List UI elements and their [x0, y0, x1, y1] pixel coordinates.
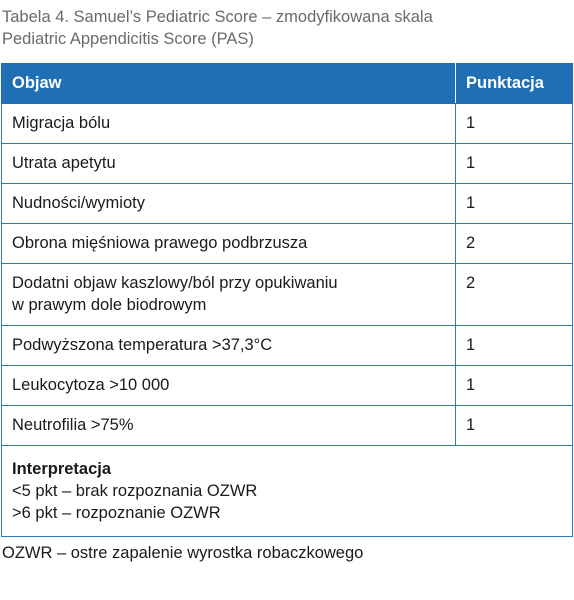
symptom-cell: Podwyższona temperatura >37,3°C [2, 326, 456, 366]
symptom-cell [2, 264, 456, 326]
points-cell: 1 [456, 144, 573, 184]
points-cell: 1 [456, 326, 573, 366]
points-cell: 1 [456, 104, 573, 144]
table-row [2, 184, 573, 224]
points-cell: 1 [456, 406, 573, 446]
table-row [2, 104, 573, 144]
caption-line-2: Pediatric Appendicitis Score (PAS) [2, 30, 254, 48]
symptom-cell: Leukocytoza >10 000 [2, 366, 456, 406]
caption-line-1: Tabela 4. Samuel’s Pediatric Score – zmodyfikowana skala [2, 8, 433, 26]
table-row [2, 224, 573, 264]
symptom-cell: Obrona mięśniowa prawego podbrzusza [2, 224, 456, 264]
points-cell: 2 [456, 264, 573, 326]
symptom-line-2: w prawym dole biodrowym [12, 296, 207, 314]
points-cell: 1 [456, 366, 573, 406]
points-cell: 1 [456, 184, 573, 224]
interpretation-line-2: >6 pkt – rozpoznanie OZWR [12, 504, 221, 522]
pas-score-table [1, 63, 573, 537]
table-row [2, 406, 573, 446]
symptom-cell: Neutrofilia >75% [2, 406, 456, 446]
column-header-points: Punktacja [456, 64, 573, 104]
points-cell: 2 [456, 224, 573, 264]
symptom-cell: Nudności/wymioty [2, 184, 456, 224]
interpretation-cell [2, 446, 573, 537]
table-caption [2, 6, 562, 50]
symptom-cell: Migracja bólu [2, 104, 456, 144]
footnote: OZWR – ostre zapalenie wyrostka robaczkowego [2, 544, 364, 562]
symptom-line-1: Dodatni objaw kaszlowy/ból przy opukiwaniu [12, 274, 338, 292]
table-row [2, 144, 573, 184]
table-row [2, 264, 573, 326]
interpretation-line-1: <5 pkt – brak rozpoznania OZWR [12, 482, 258, 500]
interpretation-title: Interpretacja [12, 460, 112, 478]
table-row [2, 326, 573, 366]
table-header-row [2, 64, 573, 104]
interpretation-row [2, 446, 573, 537]
column-header-symptom: Objaw [2, 64, 456, 104]
table-row [2, 366, 573, 406]
symptom-cell: Utrata apetytu [2, 144, 456, 184]
